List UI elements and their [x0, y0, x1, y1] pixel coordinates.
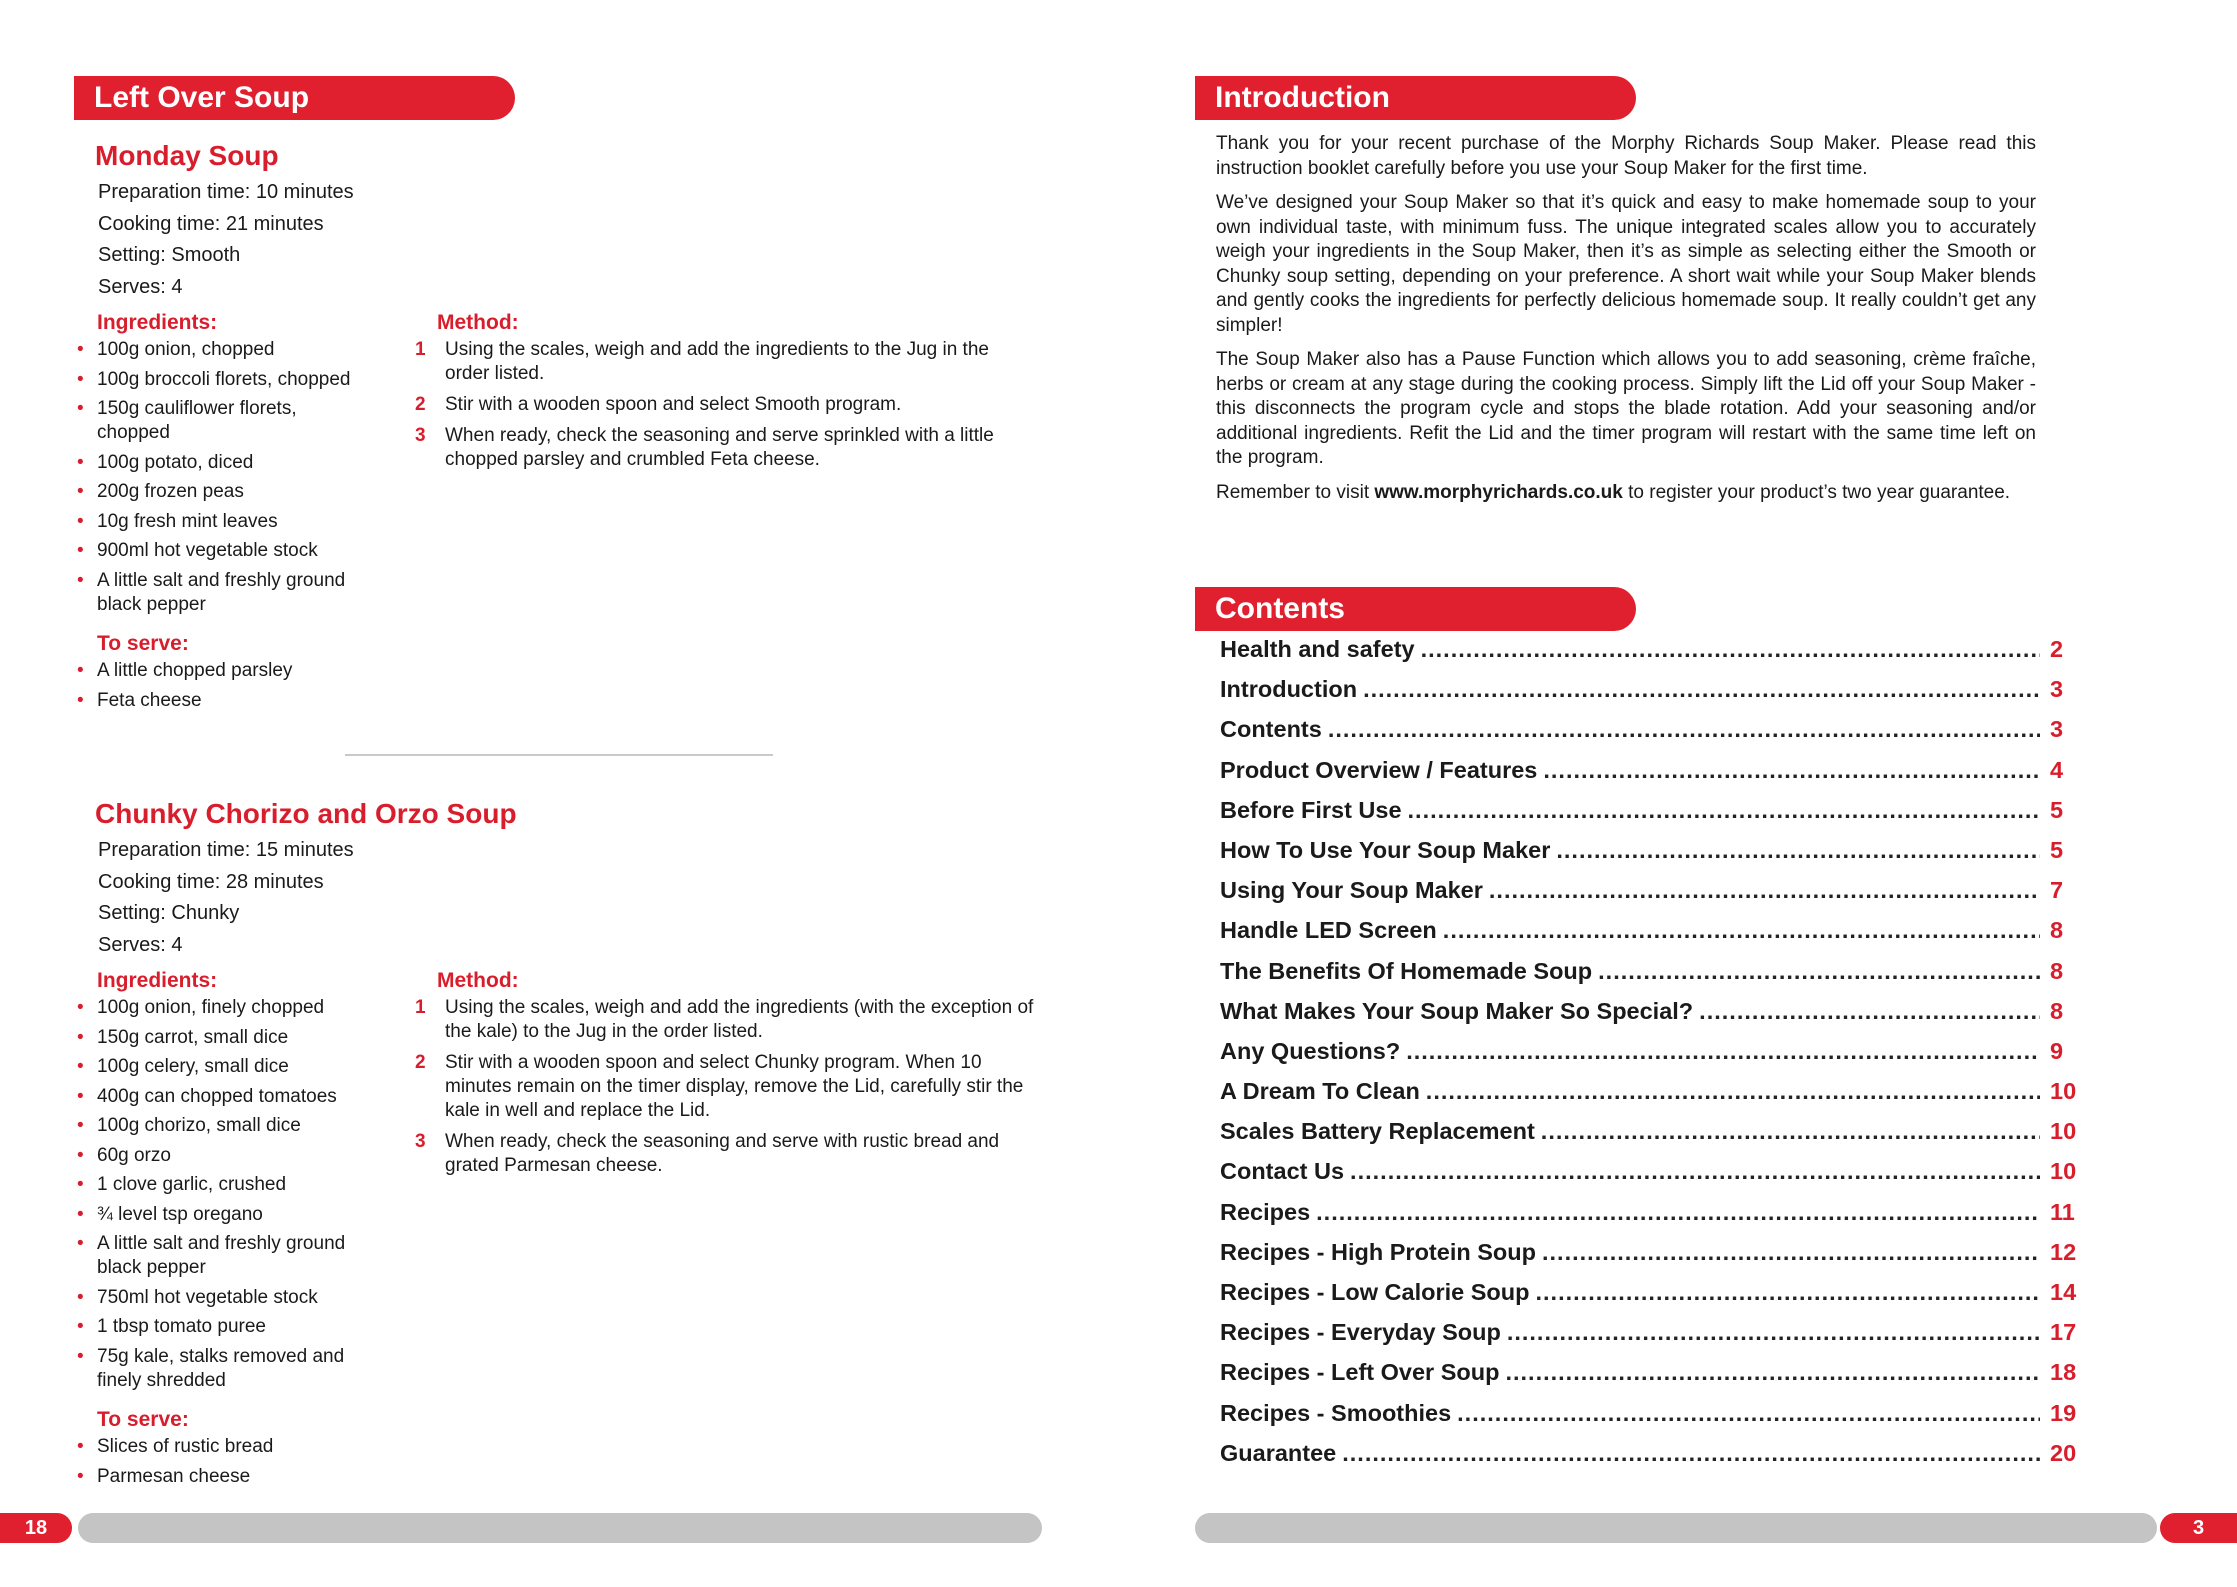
- contents-entry[interactable]: [1220, 1118, 2090, 1158]
- list-item: • 1 tbsp tomato puree: [75, 1315, 385, 1339]
- contents-entry-page: 17: [2050, 1319, 2077, 1346]
- dot-leader: [1328, 716, 2040, 743]
- contents-list: [1220, 636, 2090, 1480]
- dot-leader: [1443, 917, 2040, 944]
- list-item: • Parmesan cheese: [75, 1465, 375, 1489]
- dot-leader: [1316, 1199, 2040, 1226]
- prep-time: Preparation time: 10 minutes: [98, 181, 354, 203]
- contents-entry-label: Recipes - Left Over Soup: [1220, 1359, 1500, 1386]
- contents-entry-label: Using Your Soup Maker: [1220, 877, 1483, 904]
- contents-entry-label: How To Use Your Soup Maker: [1220, 836, 1551, 863]
- method-list: [415, 996, 1045, 1185]
- list-item: • 100g chorizo, small dice: [75, 1114, 385, 1138]
- contents-entry-label: Any Questions?: [1220, 1037, 1401, 1064]
- contents-entry-label: Handle LED Screen: [1220, 917, 1437, 944]
- contents-entry-page: 10: [2050, 1078, 2077, 1105]
- list-item: • 100g broccoli florets, chopped: [75, 368, 385, 392]
- contents-entry-label: Product Overview / Features: [1220, 756, 1538, 783]
- contents-entry-label: Introduction: [1220, 676, 1358, 703]
- step-text: Using the scales, weigh and add the ingredients (with the exception of the kale) to the Jug in the order listed.: [445, 997, 1034, 1042]
- contents-entry[interactable]: [1220, 998, 2090, 1038]
- recipe-title-chunky-chorizo: Chunky Chorizo and Orzo Soup: [95, 798, 517, 829]
- page-number-badge: 3: [2160, 1513, 2237, 1543]
- intro-remember: [1216, 481, 2036, 506]
- to-serve-heading: To serve:: [97, 632, 189, 655]
- step-number: 1: [415, 997, 426, 1018]
- dot-leader: [1457, 1400, 2040, 1427]
- contents-entry[interactable]: [1220, 1239, 2090, 1279]
- recipe-title-monday-soup: Monday Soup: [95, 140, 279, 171]
- contents-entry[interactable]: [1220, 958, 2090, 998]
- footer-bar: [78, 1513, 1042, 1543]
- contents-entry[interactable]: [1220, 1440, 2090, 1480]
- contents-entry[interactable]: [1220, 716, 2090, 756]
- website-link[interactable]: www.morphyrichards.co.uk: [1374, 481, 1623, 503]
- contents-banner: Contents: [1195, 587, 1636, 631]
- serve-list: [75, 1435, 375, 1494]
- contents-entry-page: 11: [2050, 1198, 2075, 1225]
- contents-entry-page: 3: [2050, 676, 2064, 703]
- dot-leader: [1535, 1279, 2040, 1306]
- contents-entry[interactable]: [1220, 837, 2090, 877]
- dot-leader: [1507, 1319, 2040, 1346]
- list-item: • 150g carrot, small dice: [75, 1026, 385, 1050]
- contents-entry[interactable]: [1220, 1279, 2090, 1319]
- contents-entry-page: 3: [2050, 716, 2064, 743]
- contents-entry-label: Contents: [1220, 716, 1322, 743]
- contents-entry-label: Recipes - Smoothies: [1220, 1399, 1452, 1426]
- list-item: • A little salt and freshly ground black pepper: [75, 569, 367, 617]
- list-item: • 1 clove garlic, crushed: [75, 1173, 385, 1197]
- method-step: [415, 996, 1045, 1044]
- contents-entry-label: What Makes Your Soup Maker So Special?: [1220, 997, 1694, 1024]
- contents-entry-label: Recipes - Low Calorie Soup: [1220, 1279, 1530, 1305]
- contents-entry[interactable]: [1220, 1199, 2090, 1239]
- ingredients-list: [75, 338, 385, 622]
- method-heading: Method:: [437, 969, 519, 992]
- method-step: [415, 1051, 1045, 1123]
- contents-entry[interactable]: [1220, 1078, 2090, 1118]
- contents-entry[interactable]: [1220, 636, 2090, 676]
- left-page: [0, 0, 1118, 1587]
- contents-entry-label: Recipes: [1220, 1198, 1311, 1225]
- list-item: • A little chopped parsley: [75, 659, 375, 683]
- step-number: 3: [415, 425, 426, 446]
- ingredients-heading: Ingredients:: [97, 969, 218, 992]
- step-number: 1: [415, 339, 426, 360]
- step-text: When ready, check the seasoning and serve with rustic bread and grated Parmesan cheese.: [445, 1131, 1000, 1176]
- dot-leader: [1406, 1038, 2040, 1065]
- step-text: Stir with a wooden spoon and select Smooth program.: [445, 394, 902, 415]
- contents-entry[interactable]: [1220, 1359, 2090, 1399]
- list-item: • ¾ level tsp oregano: [75, 1203, 385, 1227]
- intro-paragraph: The Soup Maker also has a Pause Function which allows you to add seasoning, crème fraîche, herbs or cream at any stage during the cooking process. Simply lift the Lid off your Soup Maker - this disconnects the program cycle and stops the blade rotation. Add your seasoning and/or additional ingredients. Refit the Lid and the timer program will restart with the same time left on the program.: [1216, 349, 2036, 468]
- list-item: • 400g can chopped tomatoes: [75, 1085, 385, 1109]
- method-step: [415, 393, 1030, 417]
- footer-bar: [1195, 1513, 2157, 1543]
- contents-entry-label: Guarantee: [1220, 1439, 1337, 1466]
- recipe-meta: [98, 835, 354, 961]
- contents-entry-page: 10: [2050, 1118, 2077, 1145]
- cook-time: Cooking time: 21 minutes: [98, 212, 324, 235]
- list-item: • 900ml hot vegetable stock: [75, 539, 385, 563]
- contents-entry-page: 10: [2050, 1158, 2077, 1185]
- setting: Setting: Chunky: [98, 902, 240, 924]
- dot-leader: [1426, 1078, 2040, 1105]
- contents-entry-page: 8: [2050, 917, 2064, 944]
- contents-entry-label: Recipes - Everyday Soup: [1220, 1319, 1501, 1346]
- list-item: • 200g frozen peas: [75, 480, 385, 504]
- contents-entry-label: The Benefits Of Homemade Soup: [1220, 957, 1593, 984]
- contents-entry-page: 12: [2050, 1238, 2077, 1265]
- contents-entry[interactable]: [1220, 757, 2090, 797]
- contents-entry-page: 18: [2050, 1359, 2077, 1386]
- recipe-divider: [345, 754, 773, 756]
- contents-entry[interactable]: [1220, 1319, 2090, 1359]
- method-heading: Method:: [437, 311, 519, 334]
- method-step: [415, 1130, 1045, 1178]
- dot-leader: [1489, 877, 2040, 904]
- intro-paragraph: Thank you for your recent purchase of the Morphy Richards Soup Maker. Please read this instruction booklet carefully before you use your Soup Maker for the first time.: [1216, 133, 2036, 179]
- dot-leader: [1598, 958, 2040, 985]
- dot-leader: [1505, 1359, 2040, 1386]
- list-item: • A little salt and freshly ground black pepper: [75, 1232, 367, 1280]
- dot-leader: [1363, 676, 2040, 703]
- contents-entry-page: 4: [2050, 756, 2064, 783]
- serves: Serves: 4: [98, 933, 183, 956]
- contents-entry[interactable]: [1220, 1400, 2090, 1440]
- list-item: • 100g onion, finely chopped: [75, 996, 385, 1020]
- setting: Setting: Smooth: [98, 244, 241, 266]
- contents-entry-page: 8: [2050, 957, 2064, 984]
- dot-leader: [1541, 1118, 2040, 1145]
- step-text: When ready, check the seasoning and serve sprinkled with a little chopped parsley and crumbled Feta cheese.: [445, 425, 994, 470]
- step-number: 3: [415, 1131, 426, 1152]
- remember-prefix: Remember to visit: [1216, 481, 1375, 503]
- contents-entry[interactable]: [1220, 917, 2090, 957]
- contents-entry-page: 8: [2050, 997, 2064, 1024]
- list-item: • 100g celery, small dice: [75, 1055, 385, 1079]
- list-item: • 100g onion, chopped: [75, 338, 385, 362]
- right-page: [1118, 0, 2237, 1587]
- contents-entry-page: 20: [2050, 1439, 2077, 1466]
- method-list: [415, 338, 1030, 479]
- list-item: • 10g fresh mint leaves: [75, 510, 385, 534]
- contents-entry-label: Health and safety: [1220, 636, 1415, 662]
- contents-entry[interactable]: [1220, 797, 2090, 837]
- contents-entry-page: 9: [2050, 1037, 2064, 1064]
- contents-entry[interactable]: [1220, 676, 2090, 716]
- dot-leader: [1542, 1239, 2040, 1266]
- contents-entry[interactable]: [1220, 877, 2090, 917]
- contents-entry-label: Contact Us: [1220, 1158, 1345, 1185]
- method-step: [415, 338, 1030, 386]
- contents-entry-page: 5: [2050, 836, 2064, 863]
- contents-entry-label: A Dream To Clean: [1220, 1078, 1420, 1105]
- step-text: Using the scales, weigh and add the ingredients to the Jug in the order listed.: [445, 339, 989, 384]
- recipe-meta: [98, 177, 354, 303]
- intro-paragraph: We’ve designed your Soup Maker so that it’s quick and easy to make homemade soup to your own individual taste, with minimum fuss. The unique integrated scales allow you to accurately weigh your ingredients in the Soup Maker, then it’s as simple as selecting either the Smooth or Chunky soup setting, depending on your preference. A short wait while your Soup Maker blends and gently cooks the ingredients for perfectly delicious homemade soup. It really couldn’t get any simpler!: [1216, 192, 2036, 336]
- to-serve-heading: To serve:: [97, 1408, 189, 1431]
- step-number: 2: [415, 394, 426, 415]
- step-number: 2: [415, 1052, 426, 1073]
- list-item: • 100g potato, diced: [75, 451, 385, 475]
- step-text: Stir with a wooden spoon and select Chunky program. When 10 minutes remain on the timer display, remove the Lid, carefully stir the kale in well and replace the Lid.: [445, 1052, 1024, 1121]
- ingredients-heading: Ingredients:: [97, 311, 218, 334]
- list-item: • Feta cheese: [75, 689, 375, 713]
- prep-time: Preparation time: 15 minutes: [98, 839, 354, 861]
- cook-time: Cooking time: 28 minutes: [98, 870, 324, 893]
- contents-entry-label: Before First Use: [1220, 796, 1402, 823]
- serves: Serves: 4: [98, 275, 183, 298]
- contents-entry[interactable]: [1220, 1038, 2090, 1078]
- page-number-badge: 18: [0, 1513, 72, 1543]
- serve-list: [75, 659, 375, 718]
- contents-entry-page: 7: [2050, 877, 2064, 904]
- list-item: • Slices of rustic bread: [75, 1435, 375, 1459]
- list-item: • 750ml hot vegetable stock: [75, 1286, 385, 1310]
- introduction-banner: Introduction: [1195, 76, 1636, 120]
- contents-entry-label: Recipes - High Protein Soup: [1220, 1238, 1536, 1265]
- introduction-text: [1216, 132, 2036, 515]
- list-item: • 150g cauliflower florets, chopped: [75, 397, 312, 445]
- contents-entry-page: 5: [2050, 796, 2064, 823]
- dot-leader: [1408, 797, 2040, 824]
- contents-entry-page: 2: [2050, 636, 2064, 662]
- list-item: • 60g orzo: [75, 1144, 385, 1168]
- method-step: [415, 424, 1030, 472]
- ingredients-list: [75, 996, 385, 1398]
- contents-entry-page: 14: [2050, 1279, 2077, 1305]
- contents-entry-page: 19: [2050, 1399, 2077, 1426]
- left-over-soup-banner: Left Over Soup: [74, 76, 515, 120]
- dot-leader: [1699, 998, 2040, 1025]
- dot-leader: [1556, 837, 2040, 864]
- contents-entry[interactable]: [1220, 1158, 2090, 1198]
- dot-leader: [1342, 1440, 2040, 1467]
- dot-leader: [1421, 636, 2040, 663]
- contents-entry-label: Scales Battery Replacement: [1220, 1118, 1535, 1145]
- remember-suffix: to register your product’s two year guarantee.: [1622, 481, 2011, 503]
- dot-leader: [1543, 757, 2040, 784]
- dot-leader: [1350, 1158, 2040, 1185]
- list-item: • 75g kale, stalks removed and finely shredded: [75, 1345, 377, 1393]
